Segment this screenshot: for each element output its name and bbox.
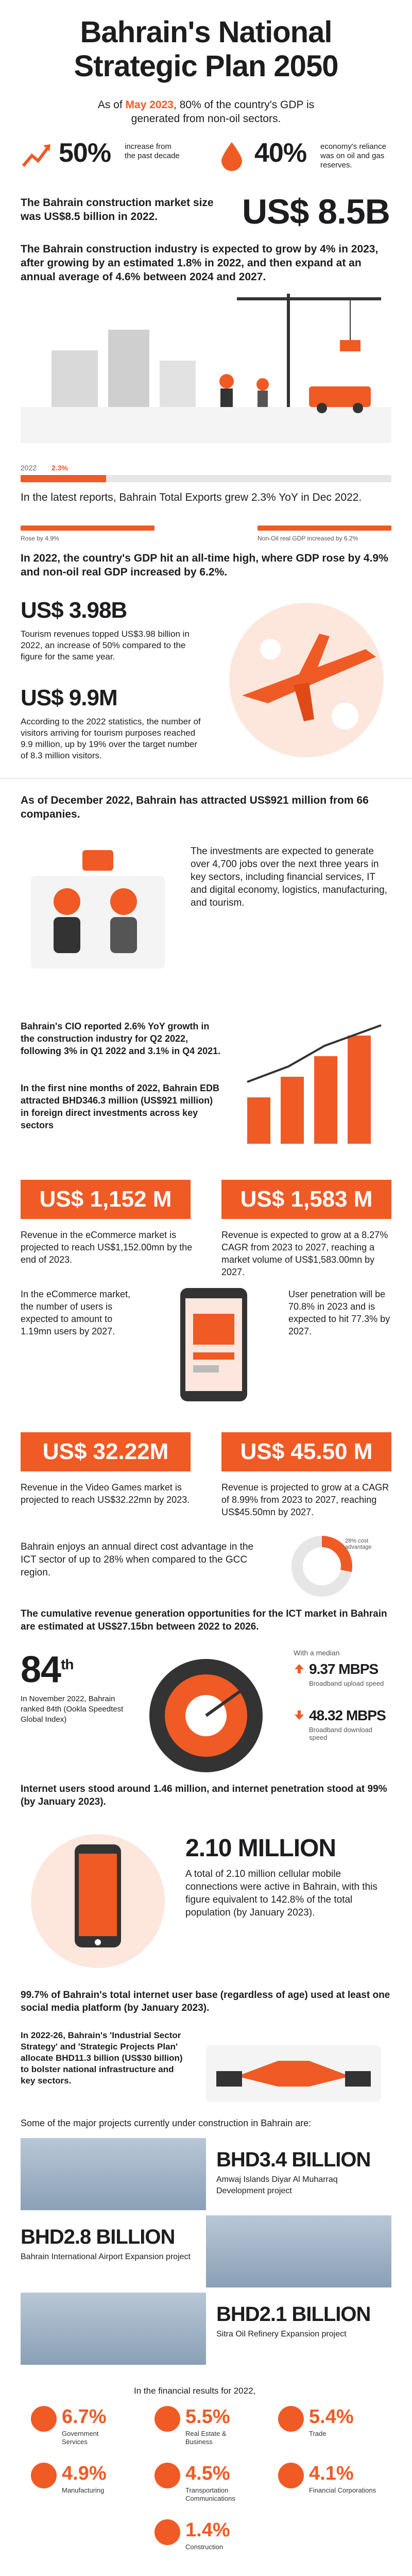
sector-pct: 6.7% — [62, 2406, 107, 2428]
mobile-illustration — [21, 1824, 175, 1978]
legend-left: Rose by 4.9% — [21, 535, 59, 542]
legend-right: Non-Oil real GDP increased by 6.2% — [258, 535, 358, 542]
gdp-bar — [21, 526, 154, 531]
project-label: Sitra Oil Refinery Expansion project — [216, 2330, 347, 2338]
transportation-icon — [154, 2463, 180, 2488]
real-estate-icon — [154, 2406, 180, 2432]
tourism-text-1: Tourism revenues topped US$3.98 billion in 2022, an increase of 50% compared to the figure for the same year. — [21, 629, 190, 662]
mobile-value: 2.10 MILLION — [185, 1835, 336, 1862]
sector-label: Transportation Communications — [185, 2486, 235, 2502]
title-line-2: Strategic Plan 2050 — [74, 49, 338, 83]
airplane-illustration — [221, 592, 391, 768]
project-label: Bahrain International Airport Expansion project — [21, 2252, 191, 2261]
video-games-left-text: Revenue in the Video Games market is projected to reach US$32.22mn by 2023. — [21, 1482, 190, 1505]
oil-drop-icon — [216, 140, 247, 171]
donut-label: 28% cost advantage — [345, 1538, 372, 1550]
video-games-left-value: US$ 32.22M — [21, 1432, 191, 1471]
ecommerce-right-value: US$ 1,583 M — [221, 1180, 391, 1219]
nonoil-gdp-bar — [258, 526, 391, 531]
download-icon — [294, 1709, 305, 1721]
construction-market-text: The Bahrain construction market size was US$8.5 billion in 2022. — [21, 197, 214, 223]
project-photo-1 — [21, 2138, 206, 2210]
page-title — [0, 15, 412, 83]
stat-label: increase from the past decade — [125, 142, 180, 160]
sector-label: Manufacturing — [62, 2486, 105, 2494]
bar-pct: 2.3% — [52, 464, 68, 472]
speed-gauge-illustration — [139, 1649, 273, 1783]
tourism-text-2: According to the 2022 statistics, the number of visitors arriving for tourism purposes reached 9.9 million, up by 19% over the target number of 8.3 million visitors. — [21, 717, 201, 760]
project-photo-2 — [206, 2215, 391, 2287]
growth-chart-illustration — [237, 1020, 391, 1154]
construction-market-value: US$ 8.5B — [242, 192, 390, 231]
sector-pct: 5.5% — [185, 2406, 230, 2428]
ecommerce-left-text: Revenue in the eCommerce market is projected to reach US$1,152.00mn by the end of 2023. — [21, 1230, 193, 1265]
investments-intro: As of December 2022, Bahrain has attracted US$921 million from 66 companies. — [21, 794, 369, 820]
stat-label: economy's reliance was on oil and gas reserves. — [320, 142, 386, 170]
cost-donut — [288, 1533, 391, 1605]
workers-illustration — [21, 835, 175, 989]
rank-value: 84th — [21, 1649, 74, 1690]
handshake-illustration — [196, 2025, 391, 2107]
upload-label: Broadband upload speed — [309, 1680, 384, 1687]
sector-label: Government Services — [62, 2430, 99, 2446]
ecommerce-penetration-text: User penetration will be 70.8% in 2023 and is expected to hit 77.3% by 2027. — [288, 1289, 390, 1336]
exports-bar-fill — [21, 475, 106, 482]
video-games-right-text: Revenue is projected to grow at a CAGR of 8.99% from 2023 to 2027, reaching US$45.50mn by 2027. — [221, 1482, 389, 1517]
construction-illustration — [21, 289, 391, 443]
investments-detail: The investments are expected to generate over 4,700 jobs over the next three years in key sectors, including financial services, IT and digital economy, logistics, manufacturing, and tourism. — [191, 846, 387, 908]
sector-label: Financial Corporations — [309, 2486, 376, 2494]
sectors-grid — [21, 2406, 391, 2576]
government-icon — [31, 2406, 57, 2432]
project-photo-3 — [21, 2293, 206, 2365]
bhd-intro: In 2022-26, Bahrain's 'Industrial Sector Strategy' and 'Strategic Projects Plan' allocate BHD11.3 billion (US$30 billion) to bolster national infrastructure and key sectors. — [21, 2030, 183, 2086]
project-value: BHD2.8 BILLION — [21, 2226, 175, 2248]
sector-label: Construction — [185, 2543, 223, 2551]
trade-icon — [278, 2406, 304, 2432]
project-value: BHD2.1 BILLION — [216, 2303, 371, 2326]
trend-up-icon — [21, 140, 52, 171]
ecommerce-users-text: In the eCommerce market, the number of users is expected to amount to 1.19mn users by 2027. — [21, 1289, 131, 1336]
cio-text-2: In the first nine months of 2022, Bahrain EDB attracted BHD346.3 million (US$921 million) in foreign direct investments across key sectors — [21, 1083, 220, 1130]
financial-icon — [278, 2463, 304, 2488]
sector-pct: 4.9% — [62, 2463, 107, 2484]
manufacturing-icon — [31, 2463, 57, 2488]
internet-users-text: Internet users stood around 1.46 million, and internet penetration stood at 99% (by January 2023). — [21, 1784, 387, 1807]
gdp-text: In 2022, the country's GDP hit an all-time high, where GDP rose by 4.9% and non-oil real GDP increased by 6.2%. — [21, 552, 388, 578]
tourism-value-2: US$ 9.9M — [21, 685, 117, 710]
cio-text-1: Bahrain's CIO reported 2.6% YoY growth in the construction industry for Q2 2022, following 3% in Q1 2022 and 3.1% in Q4 2021. — [21, 1021, 221, 1056]
construction-growth-text: The Bahrain construction industry is expected to grow by 4% in 2023, after growing by an estimated 1.8% in 2022, and then expand at an annual average of 4.6% between 2024 and 2027. — [21, 243, 379, 283]
video-games-right-value: US$ 45.50 M — [221, 1432, 391, 1471]
construction-icon — [154, 2519, 180, 2545]
social-text: 99.7% of Bahrain's total internet user base (regardless of age) used at least one social media platform (by January 2023). — [21, 1990, 390, 2013]
sector-pct: 4.1% — [309, 2463, 354, 2484]
project-label: Amwaj Islands Diyar Al Muharraq Development project — [216, 2175, 338, 2195]
download-value: 48.32 MBPS — [309, 1707, 386, 1723]
stat-value: 40% — [254, 138, 307, 168]
upload-value: 9.37 MBPS — [309, 1661, 379, 1677]
sector-label: Trade — [309, 2430, 327, 2437]
cost-advantage-text: Bahrain enjoys an annual direct cost advantage in the ICT sector of up to 28% when compared to the GCC region. — [21, 1541, 254, 1578]
download-label: Broadband download speed — [309, 1726, 372, 1741]
project-value: BHD3.4 BILLION — [216, 2148, 371, 2171]
revenue-stats — [21, 135, 391, 181]
sector-label: Real Estate & Business — [185, 2430, 227, 2446]
sector-pct: 1.4% — [185, 2519, 230, 2541]
ecommerce-left-value: US$ 1,152 M — [21, 1180, 191, 1219]
sectors-title: In the financial results for 2022, — [134, 2386, 256, 2396]
bhd-sub: Some of the major projects currently under construction in Bahrain are: — [21, 2118, 312, 2128]
sector-pct: 4.5% — [185, 2463, 230, 2484]
ict-revenue-text: The cumulative revenue generation opportunities for the ICT market in Bahrain are estimated at US$27.15bn between 2022 to 2026. — [21, 1608, 387, 1632]
tourism-value-1: US$ 3.98B — [21, 598, 127, 623]
mobile-text: A total of 2.10 million cellular mobile connections were active in Bahrain, with this figure equivalent to 142.8% of the total population (by January 2023). — [185, 1869, 377, 1918]
median-label: With a median — [294, 1649, 340, 1657]
upload-icon — [294, 1663, 305, 1674]
stat-value: 50% — [59, 138, 111, 168]
sector-pct: 5.4% — [309, 2406, 354, 2428]
title-line-1: Bahrain's National — [80, 15, 332, 49]
shopping-illustration — [149, 1283, 278, 1406]
investments-block — [21, 835, 391, 1005]
intro-text: As of May 2023, 80% of the country's GDP is generated from non-oil sectors. — [97, 99, 315, 125]
bar-year: 2022 — [21, 464, 37, 472]
exports-report-text: In the latest reports, Bahrain Total Exports grew 2.3% YoY in Dec 2022. — [21, 492, 362, 503]
ecommerce-right-text: Revenue is expected to grow at a 8.27% CAGR from 2023 to 2027, reaching a market volume of US$1,583.00mn by 2027. — [221, 1230, 388, 1277]
rank-text: In November 2022, Bahrain ranked 84th (Ookla Speedtest Global Index) — [21, 1694, 124, 1724]
